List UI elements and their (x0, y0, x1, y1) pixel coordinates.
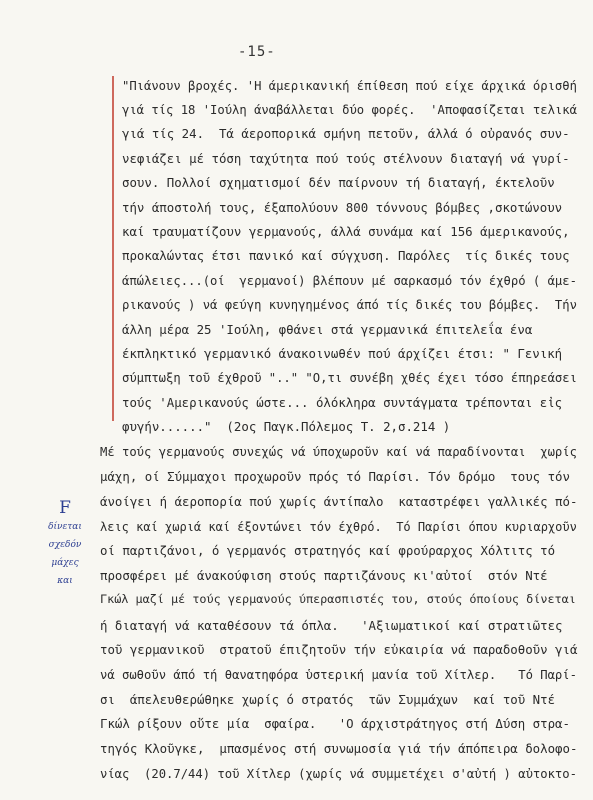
text-line: Γκώλ ρίξουν οὔτε μία σφαίρα. 'Ο άρχιστράτηγος στή Δύση στρα- (100, 716, 570, 731)
text-line: τούς 'Αμερικανούς ώστε... όλόκληρα συντάγματα τρέπονται εἰς (122, 395, 563, 410)
text-line: ή διαταγή νά καταθέσουν τά όπλα. 'Αξιωματικοί καί στρατιῶτες (100, 618, 563, 633)
text-line: τοῦ γερμανικοῦ στρατοῦ έπιζητοῦν τήν εὐκαιρία νά παραδοθοῦν γιά (100, 642, 578, 657)
text-line: γιά τίς 18 'Ιούλη άναβάλλεται δύο φορές. 'Αποφασίζεται τελικά (122, 103, 577, 117)
text-line: νίας (20.7/44) τοῦ Χίτλερ (χωρίς νά συμμετέχει σ'αὐτή ) αὐτοκτο- (100, 767, 577, 781)
text-line: σι άπελευθερώθηκε χωρίς ό στρατός τῶν Συμμάχων καί τοῦ Ντέ (100, 692, 556, 707)
margin-note-line: δίνεται (48, 522, 82, 532)
text-line: Γκώλ μαζί μέ τούς γερμανούς ύπερασπιστές του, στούς όποίους δίνεται (100, 592, 576, 606)
text-line: άπώλειες...(οί γερμανοί) βλέπουν μέ σαρκασμό τόν έχθρό ( άμε- (122, 274, 577, 288)
text-line: τηγός Κλοῦγκε, μπασμένος στή συνωμοσία γιά τήν άπόπειρα δολοφο- (100, 741, 578, 756)
text-line: φυγήν......" (2ος Παγκ.Πόλεμος Τ. 2,σ.214 ) (122, 419, 451, 434)
text-line: έκπληκτικό γερμανικό άνακοινωθέν πού άρχίζει έτσι: " Γενική (122, 346, 563, 361)
text-line: τήν άποστολή τους, έξαπολύουν 800 τόννους βόμβες ,σκοτώνουν (122, 200, 563, 215)
text-line: νά σωθοῦν άπό τή θανατηφόρα ὑστερική μανία τοῦ Χίτλερ. Τό Παρί- (100, 668, 577, 682)
text-line: λεις καί χωριά καί έξοντώνει τόν έχθρό. Τό Παρίσι όπου κυριαρχοῦν (100, 520, 577, 534)
text-line: οί παρτιζάνοι, ό γερμανός στρατηγός καί φρούραρχος Χόλτιτς τό (100, 543, 556, 558)
text-line: προσφέρει μέ άνακούφιση στούς παρτιζάνους κι'αὐτοί στόν Ντέ (100, 568, 548, 583)
text-line: "Πιάνουν βροχές. 'Η άμερικανική έπίθεση πού είχε άρχικά όρισθή (122, 79, 577, 93)
text-line: Μέ τούς γερμανούς συνεχώς νά ύποχωροῦν καί νά παραδίνονται χωρίς (100, 445, 577, 459)
text-line: νεφιάζει μέ τόση ταχύτητα πού τούς στέλνουν διαταγή νά γυρί- (122, 151, 570, 166)
margin-note-line: μάχες (51, 558, 79, 568)
text-line: σουν. Πολλοί σχηματισμοί δέν παίρνουν τή διαταγή, έκτελοῦν (122, 175, 555, 190)
margin-note-mark: F (59, 498, 71, 518)
margin-note-line: και (57, 576, 73, 586)
text-line: καί τραυματίζουν γερμανούς, άλλά συνάμα καί 156 άμερικανούς, (122, 224, 570, 239)
quote-margin-line (112, 76, 114, 421)
text-line: γιά τίς 24. Τά άεροπορικά σμήνη πετοῦν, άλλά ό οὐρανός συν- (122, 126, 570, 141)
text-line: προκαλώντας έτσι πανικό καί σύγχυση. Παρόλες τίς δικές τους (122, 248, 570, 263)
text-line: ρικανούς ) νά φεύγη κυνηγημένος άπό τίς δικές του βόμβες. Τήν (122, 298, 577, 312)
text-line: σύμπτωξη τοῦ έχθροῦ ".." "Ο,τι συνέβη χθές έχει τόσο έπηρεάσει (122, 371, 577, 385)
page-number: -15- (238, 44, 276, 60)
handwritten-margin-note (38, 498, 92, 590)
margin-note-line: σχεδόν (48, 540, 82, 550)
text-line: μάχη, οί Σύμμαχοι προχωροῦν πρός τό Παρίσι. Τόν δρόμο τους τόν (100, 469, 570, 484)
text-line: άνοίγει ή άεροπορία πού χωρίς άντίπαλο καταστρέφει γαλλικές πό- (100, 494, 578, 509)
text-line: άλλη μέρα 25 'Ιούλη, φθάνει στά γερμανικά έπιτελεΐα ένα (122, 322, 533, 337)
